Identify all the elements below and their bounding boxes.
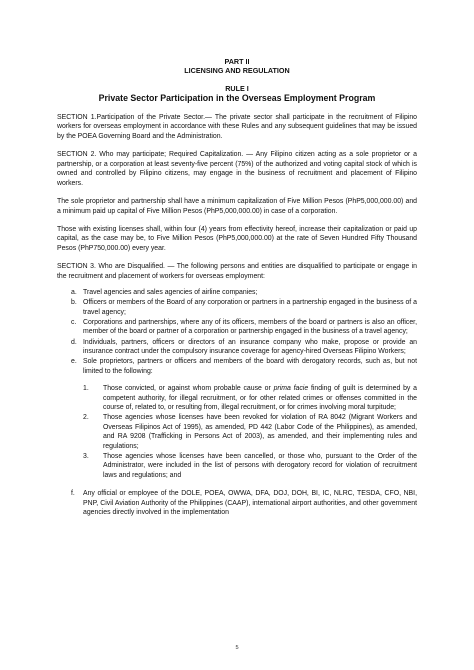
list-item-text: Individuals, partners, officers or directors of an insurance company who make, propose or provide an insurance contract under the compulsory insurance coverage for agency-hired Overseas Filipino Workers;: [83, 338, 417, 356]
section-2-paragraph: SECTION 2. Who may participate; Required Capitalization. — Any Filipino citizen acting as a sole proprietor or a partnership, or a corporation at least seventy-five percent (75%) of the authorized and voting capital stock of which is owned and controlled by Filipino citizens, may engage in the business of recruitment and placement of Filipino workers.: [57, 150, 417, 187]
list-item: [57, 288, 417, 298]
section-1-paragraph: SECTION 1.Participation of the Private Sector.— The private sector shall participate in the recruitment of Filipino workers for overseas employment in accordance with these Rules and any subsequent guidelines that may be issued by the POEA Governing Board and the Administration.: [57, 113, 417, 140]
sub-list-item: [83, 452, 417, 481]
derogatory-records-list: [83, 384, 417, 480]
list-marker: c.: [71, 318, 77, 326]
part-heading: PART II: [224, 57, 250, 66]
list-item: [57, 318, 417, 337]
list-item: [57, 338, 417, 357]
list-marker: f.: [71, 490, 75, 498]
sub-list-item: [83, 384, 417, 413]
sub-list-text: Those agencies whose licenses have been cancelled, or those who, pursuant to the Order of the Administrator, were included in the list of persons with derogatory record for violation of recruitment laws and regulations; and: [103, 452, 417, 479]
list-item: [57, 298, 417, 317]
sub-list-marker: 3.: [83, 452, 89, 460]
list-item: [57, 489, 417, 518]
rule-heading: RULE I: [225, 84, 249, 93]
list-item-text: Any official or employee of the DOLE, POEA, OWWA, DFA, DOJ, DOH, BI, IC, NLRC, TESDA, CFO, NBI, PNP, Civil Aviation Authority of the Philippines (CAAP), international airport authorities, and other government agencies directly involved in the implementation: [83, 490, 417, 517]
page-number: 5: [235, 645, 239, 651]
disqualified-list: [57, 288, 417, 517]
sub-list-marker: 1.: [83, 385, 89, 393]
part-title: LICENSING AND REGULATION: [184, 66, 290, 75]
italic-phrase: prima facie: [273, 385, 309, 393]
sub-list-marker: 2.: [83, 414, 89, 422]
section-3-paragraph: SECTION 3. Who are Disqualified. — The following persons and entities are disqualified to participate or engage in the recruitment and placement of workers for overseas employment:: [57, 263, 417, 280]
list-marker: b.: [71, 299, 77, 307]
list-item: [57, 357, 417, 480]
list-marker: e.: [71, 358, 77, 366]
list-marker: d.: [71, 338, 77, 346]
list-item-text: Corporations and partnerships, where any of its officers, members of the board or partners is also an officer, member of the board or partner of a corporation or partnership engaged in the business of a travel agency;: [83, 318, 417, 336]
sub-list-text: Those convicted, or against whom probable cause or prima facie finding of guilt is determined by a competent authority, for illegal recruitment, or for other related crimes or offenses committed in the course of, related to, or resulting from, illegal recruitment, or for crimes involving moral turpitude;: [103, 385, 417, 412]
list-item-text: Sole proprietors, partners or officers and members of the board with derogatory records, such as, but not limited to the following:: [83, 358, 417, 375]
sub-list-item: [83, 413, 417, 451]
list-item-text: Travel agencies and sales agencies of airline companies;: [83, 289, 258, 297]
list-item-text: Officers or members of the Board of any corporation or partners in a partnership engaged in the business of a travel agency;: [83, 299, 417, 316]
sub-list-text: Those agencies whose licenses have been revoked for violation of RA 8042 (Migrant Workers and Overseas Filipinos Act of 1995), as amended, PD 442 (Labor Code of the Philippines), as amended, and RA 9208 (Trafficking in Persons Act of 2003), as amended, and their implementing rules and regulations;: [103, 414, 417, 450]
rule-title: Private Sector Participation in the Overseas Employment Program: [98, 93, 376, 103]
list-marker: a.: [71, 289, 77, 297]
capitalization-paragraph: The sole proprietor and partnership shall have a minimum capitalization of Five Million Pesos (PhP5,000,000.00) and a minimum paid up capital of Five Million Pesos (PhP5,000,000.00) in case of a corporation.: [57, 197, 417, 215]
existing-licenses-paragraph: Those with existing licenses shall, within four (4) years from effectivity hereof, increase their capitalization or paid up capital, as the case may be, to Five Million Pesos (PhP5,000,000.00) at the rate of Seven Hundred Fifty Thousand Pesos (PhP750,000.00) every year.: [57, 225, 417, 252]
